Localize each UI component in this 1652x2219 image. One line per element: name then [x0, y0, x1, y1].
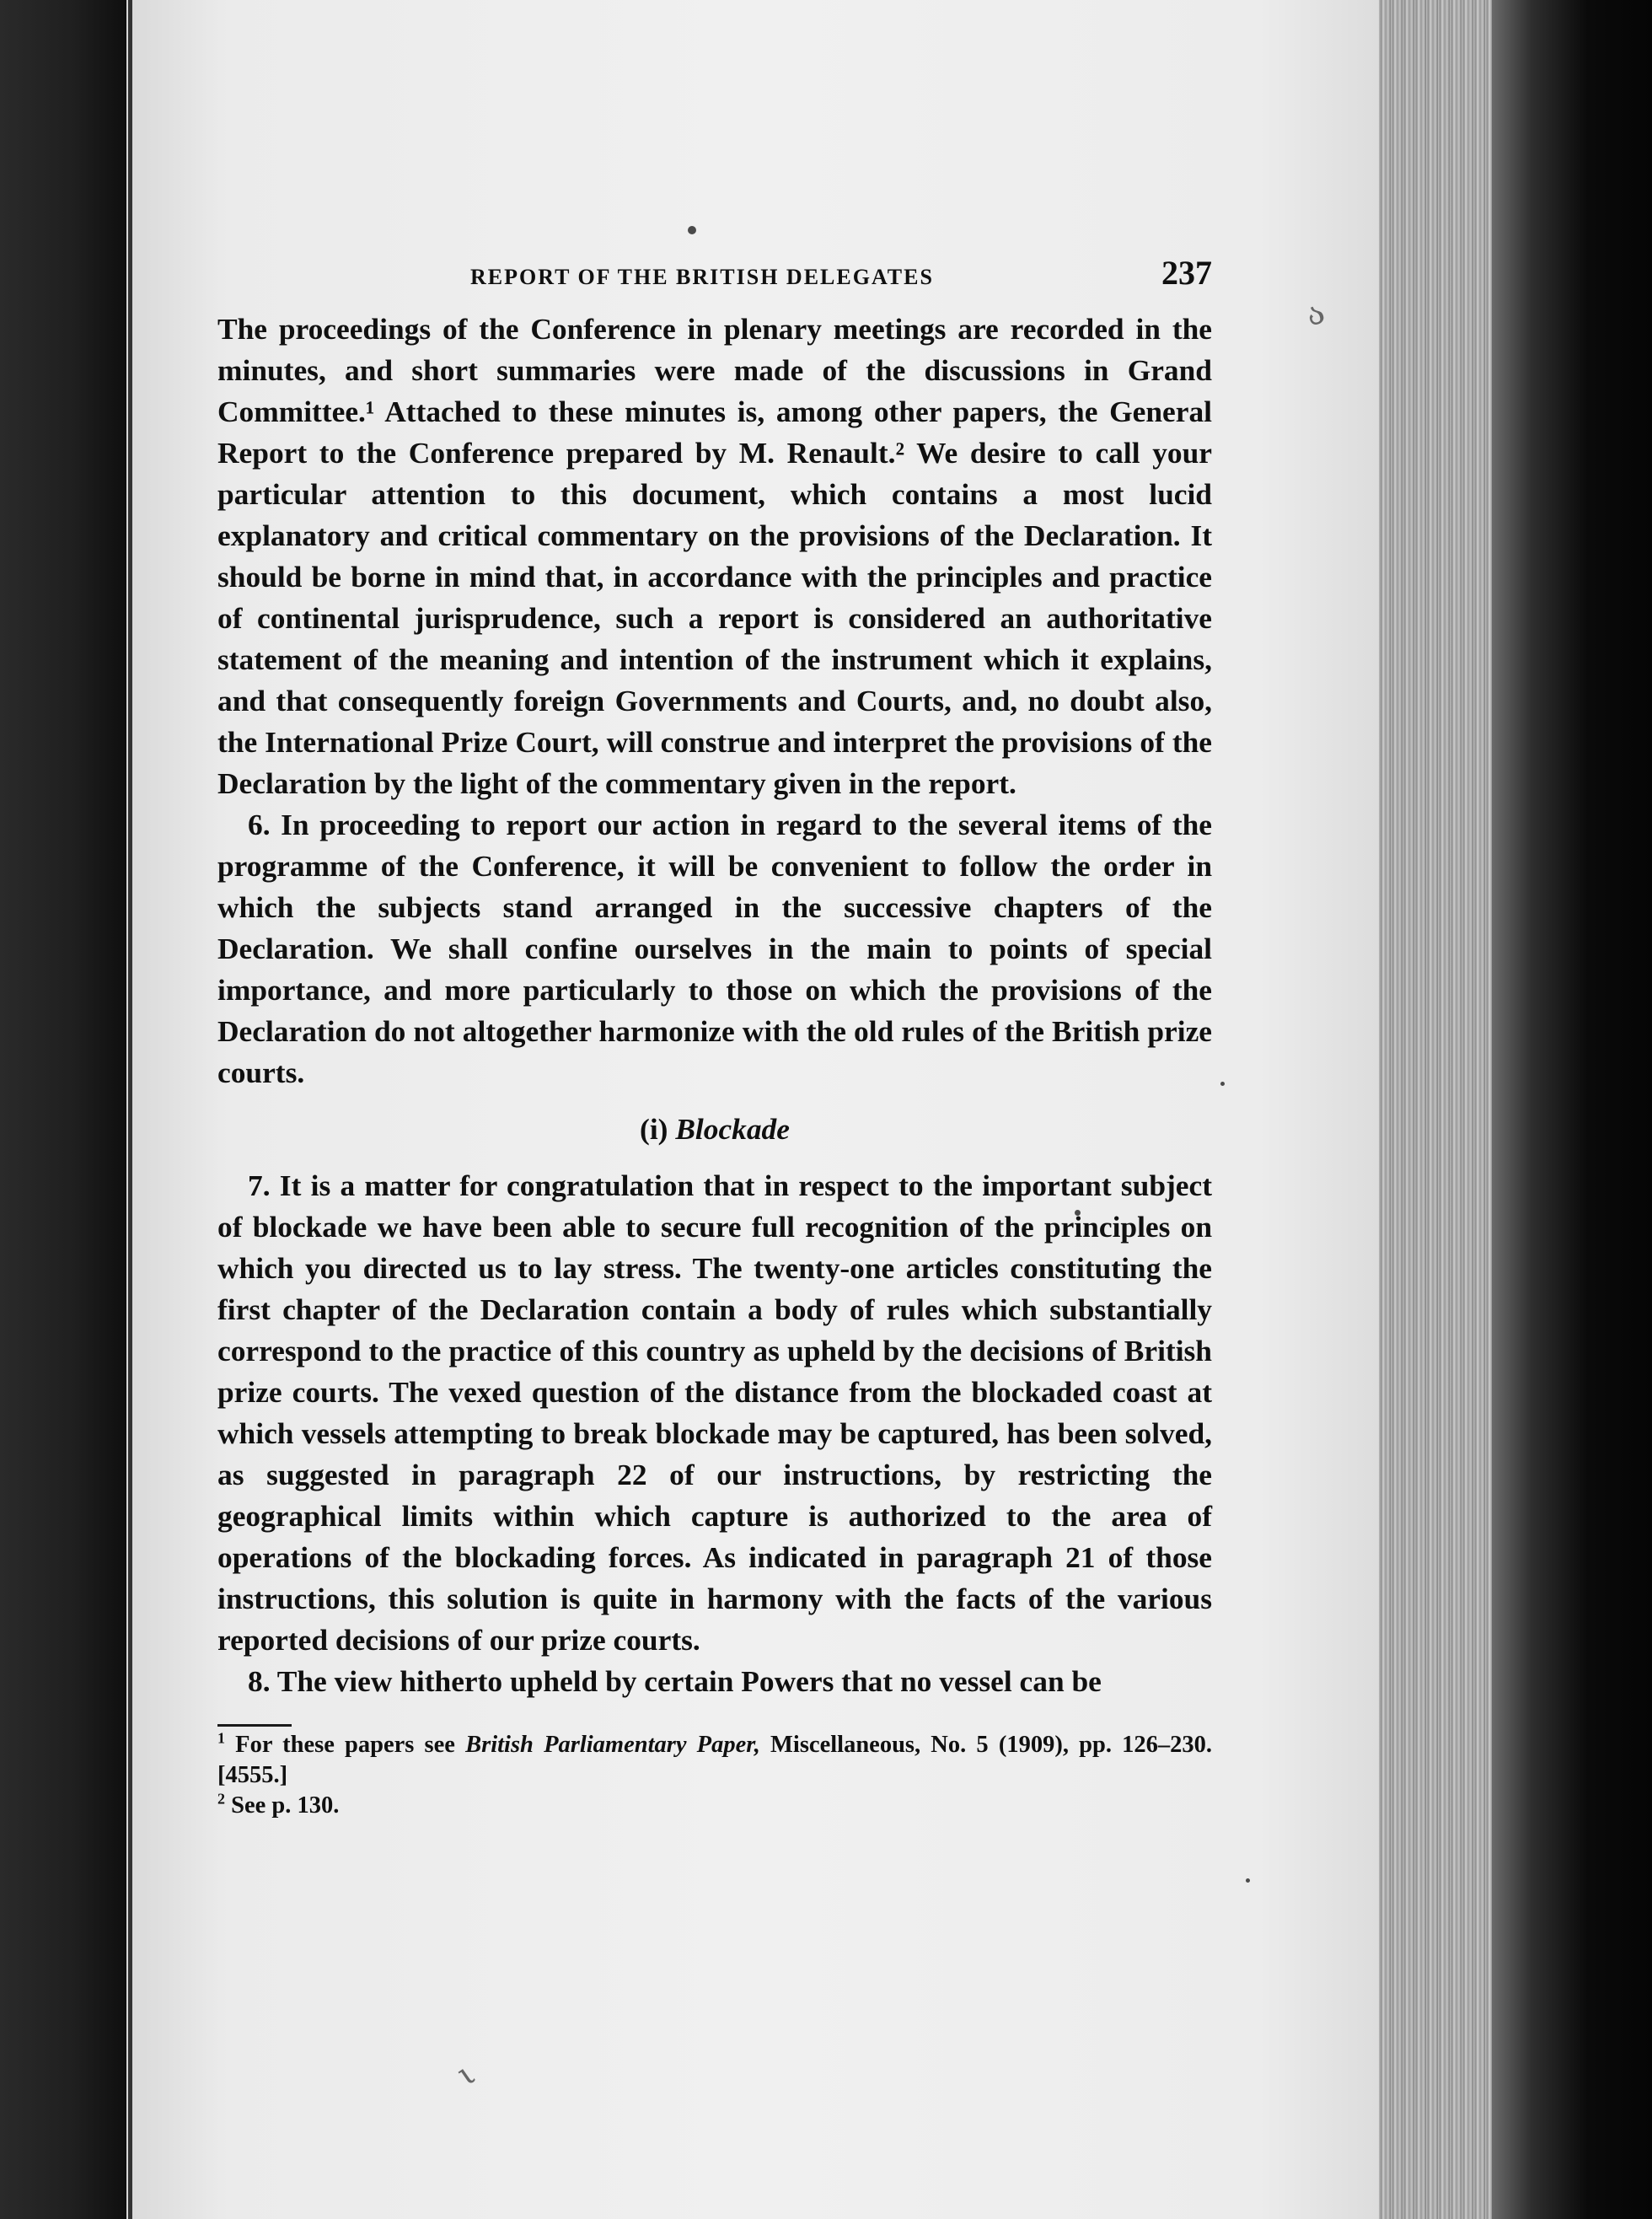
scan-speck — [688, 226, 696, 234]
fore-edge-shadow — [1492, 0, 1652, 2219]
section-heading — [217, 1109, 1212, 1150]
footnote-rule — [217, 1724, 292, 1727]
paragraph-8: 8. The view hitherto upheld by certain Powers that no vessel can be — [248, 1664, 1102, 1698]
footnote-1 — [217, 1730, 1212, 1791]
section-number: (i) — [640, 1112, 668, 1146]
footnote-text: See p. 130. — [231, 1792, 340, 1819]
page-number: 237 — [1161, 254, 1212, 292]
binding-shadow — [0, 0, 135, 2219]
footnote-2 — [217, 1791, 1212, 1821]
footnote-text: For these papers see — [235, 1732, 466, 1758]
paragraph-6: 6. In proceeding to report our action in regard to the several items of the programme of the Conference, it will be convenient to follow the order in which the subjects stand arranged in the successive chapters of the Declaration. We shall confine ourselves in the main to points of special importance, and more particularly to those on which the provisions of the Declaration do not altogether harmonize with the old rules of the British prize courts. — [217, 808, 1212, 1089]
fore-edge-pages — [1379, 0, 1497, 2219]
pencil-mark: ა — [1301, 293, 1330, 335]
page-text — [217, 253, 1212, 1821]
footnote-italic: British Parliamentary Paper, — [465, 1732, 760, 1758]
paragraph: The proceedings of the Conference in plenary meetings are recorded in the minutes, and short summaries were made of the discussions in Grand Committee.¹ Attached to these minutes is, among other papers, the General Report to the Conference prepared by M. Renault.² We desire to call your particular attention to this document, which contains a most lucid explanatory and critical commentary on the provisions of the Declaration. It should be borne in mind that, in accordance with the principles and practice of continental jurisprudence, such a report is considered an authoritative statement of the meaning and intention of the instrument which it explains, and that consequently foreign Governments and Courts, and, no doubt also, the International Prize Court, will construe and interpret the provisions of the Declaration by the light of the commentary given in the report. — [217, 312, 1212, 800]
footnote-mark: 2 — [217, 1790, 225, 1808]
footnote-text-after: Miscellaneous, No. 5 (1909), pp. 126–230. [4555.] — [217, 1732, 1212, 1788]
gutter-line — [128, 0, 132, 2219]
pencil-mark: ι — [449, 2055, 482, 2093]
section-title: Blockade — [675, 1112, 790, 1146]
scan-speck — [1246, 1878, 1250, 1883]
footnote-mark: 1 — [217, 1729, 225, 1747]
running-title: REPORT OF THE BRITISH DELEGATES — [470, 265, 934, 289]
scan-speck — [1220, 1082, 1225, 1086]
paragraph-7: 7. It is a matter for congratulation that in respect to the important subject of blockade we have been able to secure full recognition of the principles on which you directed us to lay stress. The twenty-one articles constituting the first chapter of the Declaration contain a body of rules which substantially correspond to the practice of this country as upheld by the decisions of British prize courts. The vexed question of the distance from the blockaded coast at which vessels attempting to break blockade may be captured, has been solved, as suggested in paragraph 22 of our instructions, by restricting the geographical limits within which capture is authorized to the area of operations of the blockading forces. As indicated in paragraph 21 of those instructions, this solution is quite in harmony with the facts of the various reported decisions of our prize courts. — [217, 1169, 1212, 1657]
running-head — [217, 253, 1212, 309]
